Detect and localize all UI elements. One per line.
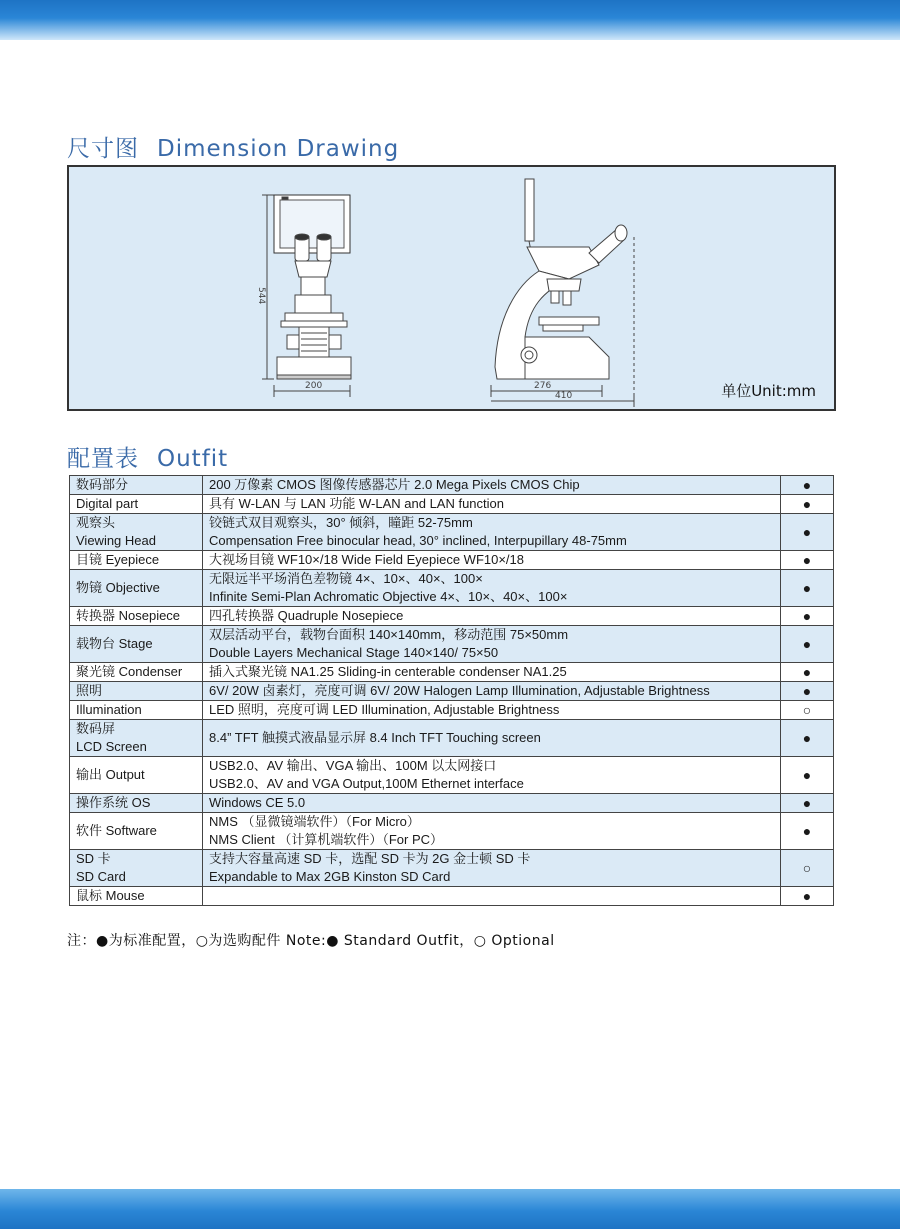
outfit-mark: ● [781,794,834,813]
item-description: NMS （显微镜端软件）（For Micro） [209,814,420,829]
item-description-cell [203,682,781,701]
item-name-cell [70,551,203,570]
item-description-cell [203,794,781,813]
outfit-table [69,475,834,906]
item-name-cell [70,720,203,757]
item-description: 铰链式双目观察头，30° 倾斜，瞳距 52-75mm [209,515,473,530]
item-name: 鼠标 Mouse [76,888,145,903]
item-name: 软件 Software [76,823,157,838]
item-description-cell [203,887,781,906]
item-description: 6V/ 20W 卤素灯，亮度可调 6V/ 20W Halogen Lamp Illumination, Adjustable Brightness [209,683,710,698]
bottom-banner [0,1189,900,1229]
outfit-mark: ● [781,720,834,757]
dimension-drawing-heading [67,130,399,163]
item-name-cell [70,663,203,682]
item-description: LED 照明，亮度可调 LED Illumination, Adjustable Brightness [209,702,560,717]
item-name: SD 卡 [76,851,111,866]
outfit-mark: ● [781,663,834,682]
item-description: USB2.0、AV and VGA Output,100M Ethernet interface [209,776,524,791]
item-description-cell [203,476,781,495]
item-name-cell [70,495,203,514]
dimension-height-label: 544 [256,287,266,305]
outfit-mark: ● [781,551,834,570]
outfit-note: 注：●为标准配置，○为选购配件 Note:● Standard Outfit，○ Optional [67,933,555,949]
item-name: Illumination [76,702,142,717]
unit-label: 单位Unit:mm [721,382,816,400]
table-row [70,551,834,570]
item-description: 插入式聚光镜 NA1.25 Sliding-in centerable condenser NA1.25 [209,664,567,679]
item-name-cell [70,514,203,551]
outfit-mark: ● [781,682,834,701]
item-description: Infinite Semi-Plan Achromatic Objective 4×、10×、40×、100× [209,589,568,604]
item-name-cell [70,757,203,794]
item-description: Compensation Free binocular head, 30° inclined, Interpupillary 48-75mm [209,533,627,548]
top-banner [0,0,900,40]
item-name-cell [70,607,203,626]
item-name: 载物台 Stage [76,636,153,651]
table-row [70,514,834,551]
item-name-cell [70,626,203,663]
item-description-cell [203,626,781,663]
outfit-mark: ○ [781,701,834,720]
item-name: LCD Screen [76,739,147,754]
dimension-title-en: Dimension Drawing [157,136,400,162]
outfit-table-body [70,476,834,906]
table-row [70,720,834,757]
table-row [70,794,834,813]
item-description-cell [203,813,781,850]
outfit-mark: ● [781,514,834,551]
outfit-heading [67,440,228,473]
item-name: Viewing Head [76,533,156,548]
item-description-cell [203,701,781,720]
item-name-cell [70,850,203,887]
outfit-title-cn: 配置表 [67,446,139,472]
item-name-cell [70,682,203,701]
outfit-title-en: Outfit [157,446,229,472]
table-row [70,682,834,701]
table-row [70,626,834,663]
outfit-mark: ● [781,607,834,626]
item-description: 大视场目镜 WF10×/18 Wide Field Eyepiece WF10×/18 [209,552,525,567]
item-name-cell [70,476,203,495]
outfit-mark: ● [781,476,834,495]
item-name-cell [70,701,203,720]
outfit-mark: ○ [781,850,834,887]
item-name: 转换器 Nosepiece [76,608,181,623]
item-name-cell [70,570,203,607]
item-description-cell [203,607,781,626]
dimension-title-cn: 尺寸图 [67,136,139,162]
item-name: 聚光镜 Condenser [76,664,183,679]
table-row [70,607,834,626]
item-name: 目镜 Eyepiece [76,552,160,567]
item-description-cell [203,757,781,794]
item-description: 8.4” TFT 触摸式液晶显示屏 8.4 Inch TFT Touching screen [209,730,541,745]
table-row [70,663,834,682]
item-name: 数码部分 [76,477,129,492]
item-name: 物镜 Objective [76,580,160,595]
table-row [70,570,834,607]
microscope-drawing [69,167,834,409]
item-description-cell [203,720,781,757]
item-description: 支持大容量高速 SD 卡，选配 SD 卡为 2G 金士顿 SD 卡 [209,851,531,866]
item-description-cell [203,850,781,887]
item-description-cell [203,663,781,682]
item-description: USB2.0、AV 输出、VGA 输出、100M 以太网接口 [209,758,497,773]
item-name: 操作系统 OS [76,795,151,810]
item-name-cell [70,794,203,813]
table-row [70,757,834,794]
item-description: NMS Client （计算机端软件）（For PC） [209,832,444,847]
outfit-mark: ● [781,757,834,794]
item-name: 观察头 [76,515,116,530]
item-description: 四孔转换器 Quadruple Nosepiece [209,608,404,623]
item-description: 200 万像素 CMOS 图像传感器芯片 2.0 Mega Pixels CMOS Chip [209,477,580,492]
dimension-front-width-label: 200 [305,381,323,391]
table-row [70,887,834,906]
item-description: 具有 W-LAN 与 LAN 功能 W-LAN and LAN function [209,496,505,511]
item-description-cell [203,570,781,607]
item-description: Windows CE 5.0 [209,795,306,810]
item-description-cell [203,551,781,570]
table-row [70,495,834,514]
outfit-mark: ● [781,887,834,906]
item-name: 输出 Output [76,767,145,782]
item-name-cell [70,887,203,906]
outfit-mark: ● [781,626,834,663]
item-description: 无限远半平场消色差物镜 4×、10×、40×、100× [209,571,483,586]
outfit-mark: ● [781,570,834,607]
item-name: 数码屏 [76,721,116,736]
dimension-side-total-label: 410 [555,391,573,401]
item-name-cell [70,813,203,850]
item-description: Expandable to Max 2GB Kinston SD Card [209,869,451,884]
table-row [70,813,834,850]
item-description: 双层活动平台，载物台面积 140×140mm，移动范围 75×50mm [209,627,569,642]
item-description: Double Layers Mechanical Stage 140×140/ 75×50 [209,645,499,660]
item-name: SD Card [76,869,126,884]
outfit-mark: ● [781,495,834,514]
dimension-drawing-panel [67,165,836,411]
item-name: 照明 [76,683,103,698]
table-row [70,850,834,887]
table-row [70,701,834,720]
item-name: Digital part [76,496,139,511]
item-description-cell [203,514,781,551]
table-row [70,476,834,495]
dimension-side-depth-label: 276 [534,381,552,391]
outfit-mark: ● [781,813,834,850]
item-description-cell [203,495,781,514]
